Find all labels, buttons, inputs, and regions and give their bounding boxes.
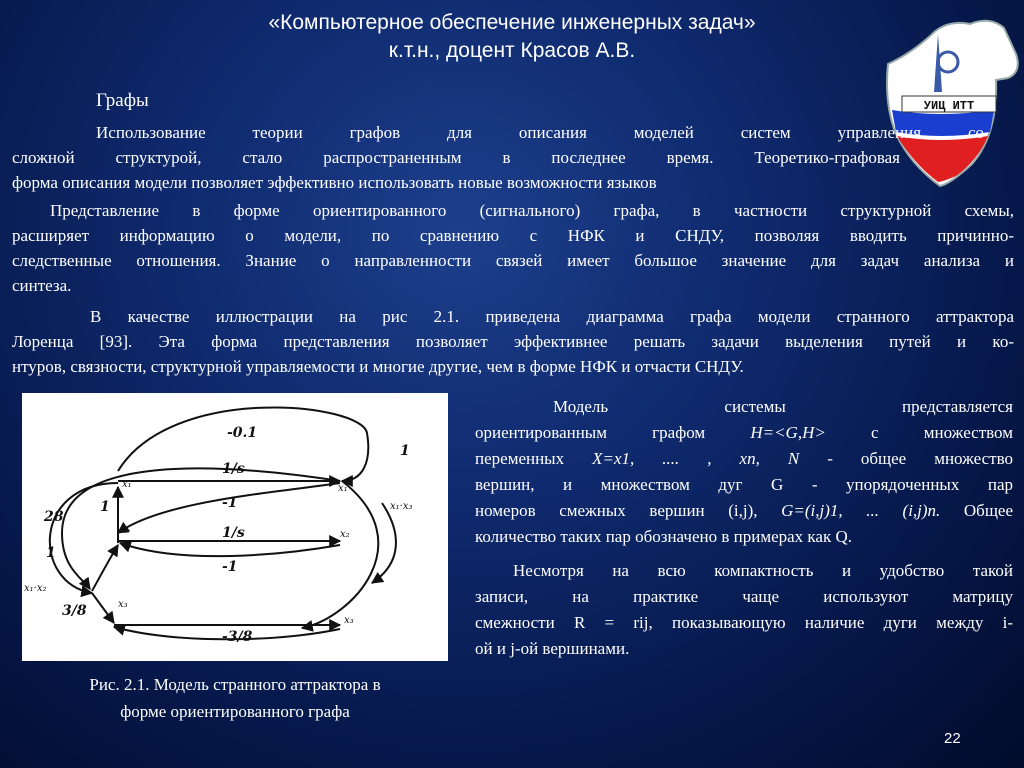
- logo-text: УИЦ ИТТ: [923, 99, 975, 113]
- graph-edge: [92, 545, 118, 591]
- right-line: Несмотря на всю компактность и удобство такой: [513, 561, 1013, 580]
- edge-label: 28: [44, 509, 64, 525]
- right-line: ориентированным графом H=<G,H> с множеством: [475, 423, 1013, 442]
- paragraph-2: [12, 198, 1014, 298]
- p3-line: Лоренца [93]. Эта форма представления позволяет эффективнее решать задачи выделения путей и ко-: [12, 332, 1014, 351]
- node-label: x₃: [344, 615, 354, 626]
- p2-line: следственные отношения. Знание о направленности связей имеет большое значение для задач анализа и: [12, 251, 1014, 270]
- slide-subtitle: к.т.н., доцент Красов А.В.: [388, 39, 636, 62]
- p3-line: В качестве иллюстрации на рис 2.1. приведена диаграмма графа модели странного аттрактора: [90, 307, 1014, 326]
- edge-label: 3/8: [62, 603, 87, 619]
- p1-line: форма описания модели позволяет эффективно использовать новые возможности языков: [12, 173, 657, 192]
- right-line: номеров смежных вершин (i,j), G=(i,j)1, ... (i,j)n. Общее: [475, 501, 1014, 520]
- right-paragraph-1: [475, 394, 1013, 550]
- p3-line: нтуров, связности, структурной управляемости и многие другие, чем в форме НФК и отчасти СНДУ.: [12, 357, 744, 376]
- edge-label: -3/8: [222, 629, 253, 645]
- p1-line: сложной структурой, стало распространенным в последнее время. Теоретико-графовая: [12, 148, 900, 167]
- node-label: x₁: [338, 483, 348, 494]
- paragraph-1: [12, 120, 1014, 195]
- graph-edge: [372, 503, 396, 583]
- right-line: записи, на практике чаще используют матрицу: [475, 587, 1013, 606]
- edge-label: 1: [46, 545, 56, 561]
- right-line: Модель системы представляется: [553, 397, 1013, 416]
- caption-line: Рис. 2.1. Модель странного аттрактора в: [89, 675, 381, 694]
- graph-figure: [22, 393, 448, 661]
- edge-label: 1/s: [222, 525, 245, 541]
- page-number: 22: [944, 730, 961, 747]
- right-line: ой и j-ой вершинами.: [475, 639, 630, 658]
- edge-label: -1: [222, 559, 238, 575]
- right-paragraph-2: [475, 558, 1013, 662]
- node-label: x₂: [120, 525, 130, 536]
- p2-line: расширяет информацию о модели, по сравнению с НФК и СНДУ, позволяя вводить причинно-: [12, 226, 1014, 245]
- section-heading: Графы: [96, 90, 149, 111]
- p2-line: Представление в форме ориентированного (сигнального) графа, в частности структурной схемы,: [50, 201, 1014, 220]
- node-label: x₁: [122, 479, 132, 490]
- node-label: x₁·x₂: [24, 583, 47, 594]
- figure-caption: [22, 671, 448, 725]
- graph-edge: [120, 543, 340, 556]
- edge-label: 1: [400, 443, 410, 459]
- right-line: количество таких пар обозначено в примерах как Q.: [475, 527, 853, 546]
- edge-label: 1/s: [222, 461, 245, 477]
- right-line: переменных X=x1, .... , xn, N - общее множество: [475, 449, 1013, 468]
- node-label: x₃: [118, 599, 128, 610]
- edge-label: -1: [222, 495, 238, 511]
- paragraph-3: [12, 304, 1014, 379]
- edge-label: 1: [100, 499, 110, 515]
- graph-edge: [92, 593, 114, 623]
- right-line: смежности R = rij, показывающую наличие дуги между i-: [475, 613, 1013, 632]
- node-label: x₂: [340, 529, 350, 540]
- p1-line: Использование теории графов для описания моделей систем управления со: [96, 123, 984, 142]
- graph-edge: [302, 481, 378, 628]
- node-label: x₁·x₃: [390, 501, 413, 512]
- edge-label: -0.1: [227, 425, 258, 441]
- caption-line: форме ориентированного графа: [120, 702, 350, 721]
- p2-line: синтеза.: [12, 276, 72, 295]
- slide-title: «Компьютерное обеспечение инженерных задач»: [268, 11, 756, 34]
- right-line: вершин, и множеством дуг G - упорядоченных пар: [475, 475, 1013, 494]
